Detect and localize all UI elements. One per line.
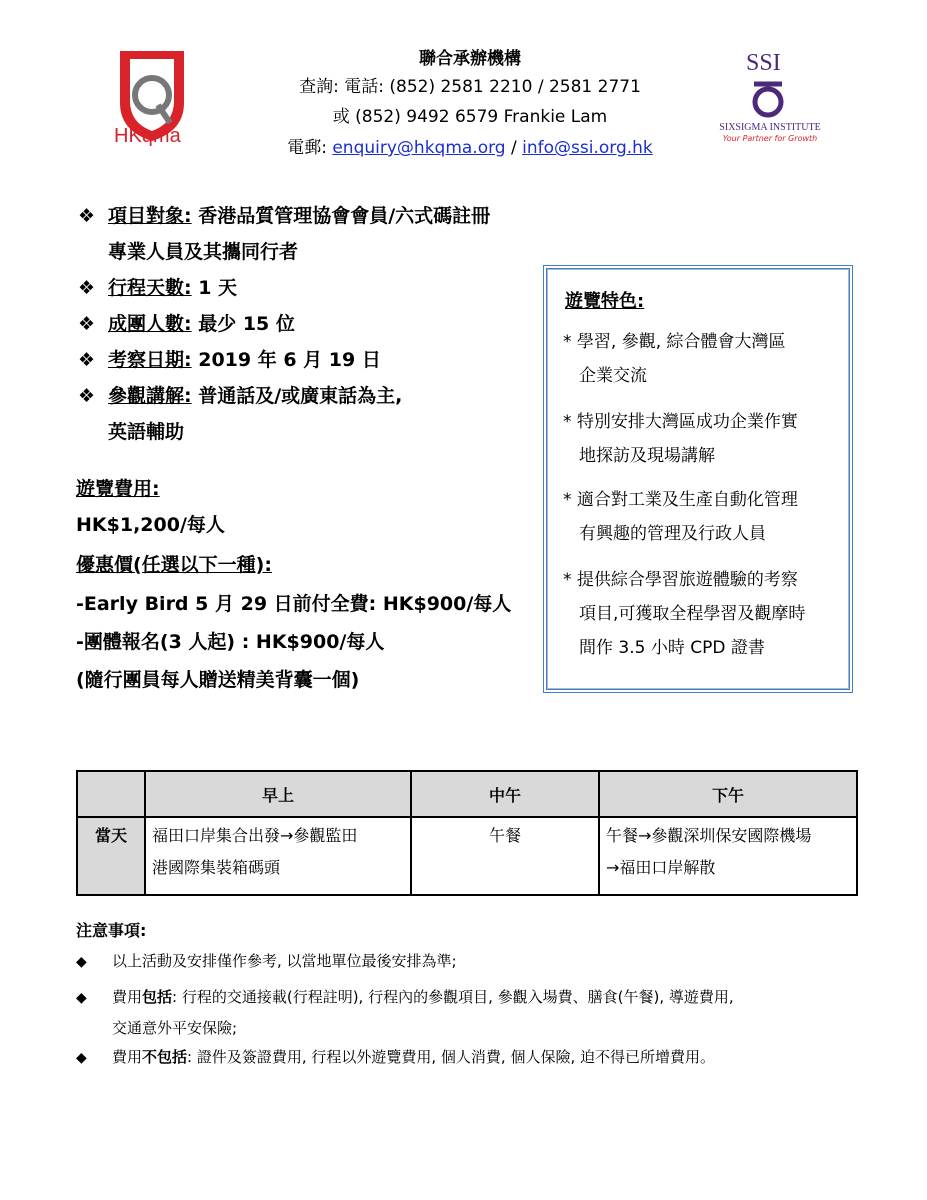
note-item: ◆ 費用不包括: 證件及簽證費用, 行程以外遊覽費用, 個人消費, 個人保險, 迫不得已所增費用。 [76, 1042, 876, 1073]
feature-item: * 特別安排大灣區成功企業作實 地探訪及現場講解 [563, 412, 798, 466]
note-item: ◆ 以上活動及安排僅作參考, 以當地單位最後安排為準; [76, 946, 876, 977]
feature-item: * 提供綜合學習旅遊體驗的考察 項目,可獲取全程學習及觀摩時 間作 3.5 小時 CPD 證書 [563, 570, 806, 658]
diamond-icon: ◆ [76, 954, 87, 970]
contact-phone: 查詢: 電話: (852) 2581 2210 / 2581 2771 [299, 77, 641, 97]
discount-group: -團體報名(3 人起) : HK$900/每人 [76, 631, 385, 653]
bullet-icon: ❖ [78, 349, 96, 371]
feature-item: * 學習, 參觀, 綜合體會大灣區 企業交流 [563, 332, 786, 386]
email-label: 電郵: [287, 138, 333, 158]
row-label: 當天 [77, 817, 145, 895]
table-header-blank [77, 771, 145, 817]
organizer-title: 聯合承辦機構 [419, 49, 521, 69]
fee-title: 遊覽費用: [76, 478, 160, 500]
bullet-group-size: ❖ 成團人數: 最少 15 位 [78, 306, 295, 342]
table-header-noon: 中午 [411, 771, 599, 817]
contact-mobile: 或 (852) 9492 6579 Frankie Lam [332, 107, 608, 127]
bullet-date: ❖ 考察日期: 2019 年 6 月 19 日 [78, 342, 381, 378]
email-separator: / [505, 138, 523, 158]
cell-afternoon: 午餐→參觀深圳保安國際機場 →福田口岸解散 [599, 817, 857, 895]
bullet-icon: ❖ [78, 313, 96, 335]
email-link-hkqma[interactable]: enquiry@hkqma.org [332, 138, 506, 158]
table-header-afternoon: 下午 [599, 771, 857, 817]
ssi-logo-tagline: Your Partner for Growth [722, 134, 818, 143]
bullet-target-cont: 專業人員及其攜同行者 [108, 241, 299, 263]
ssi-logo-text: SSI [746, 50, 781, 76]
table-row [77, 817, 857, 895]
feature-title: 遊覽特色: [565, 291, 645, 312]
cell-noon: 午餐 [411, 817, 599, 895]
feature-item: * 適合對工業及生產自動化管理 有興趣的管理及行政人員 [563, 490, 798, 544]
gift-note: (隨行團員每人贈送精美背囊一個) [76, 669, 360, 691]
bullet-target: ❖ 項目對象: 香港品質管理協會會員/六式碼註冊 [78, 198, 490, 234]
bullet-language-cont: 英語輔助 [108, 421, 185, 443]
contact-email-line [270, 133, 670, 163]
hkqma-logo [112, 45, 192, 155]
bullet-icon: ❖ [78, 277, 96, 299]
bullet-icon: ❖ [78, 385, 96, 407]
table-header-morning: 早上 [145, 771, 411, 817]
bullet-icon: ❖ [78, 205, 96, 227]
discount-title: 優惠價(任選以下一種): [76, 554, 272, 576]
diamond-icon: ◆ [76, 1050, 87, 1066]
ssi-logo [700, 50, 840, 150]
notes-title: 注意事項: [76, 921, 147, 940]
bullet-language: ❖ 參觀講解: 普通話及/或廣東話為主, [78, 378, 402, 414]
discount-early-bird: -Early Bird 5 月 29 日前付全費: HK$900/每人 [76, 593, 512, 615]
feature-box [543, 265, 853, 693]
diamond-icon: ◆ [76, 990, 87, 1006]
email-link-ssi[interactable]: info@ssi.org.hk [522, 138, 653, 158]
hkqma-logo-text: HKqma [114, 125, 181, 147]
cell-morning: 福田口岸集合出發→參觀監田 港國際集裝箱碼頭 [145, 817, 411, 895]
ssi-logo-name: SIXSIGMA INSTITUTE [719, 122, 821, 133]
schedule-table [76, 770, 858, 896]
fee-price: HK$1,200/每人 [76, 514, 225, 536]
table-header-row [77, 771, 857, 817]
bullet-days: ❖ 行程天數: 1 天 [78, 270, 237, 306]
note-item: ◆ 費用包括: 行程的交通接載(行程註明), 行程內的參觀項目, 參觀入場費、膳食(午餐), 導遊費用, 交通意外平安保險; [76, 982, 876, 1043]
